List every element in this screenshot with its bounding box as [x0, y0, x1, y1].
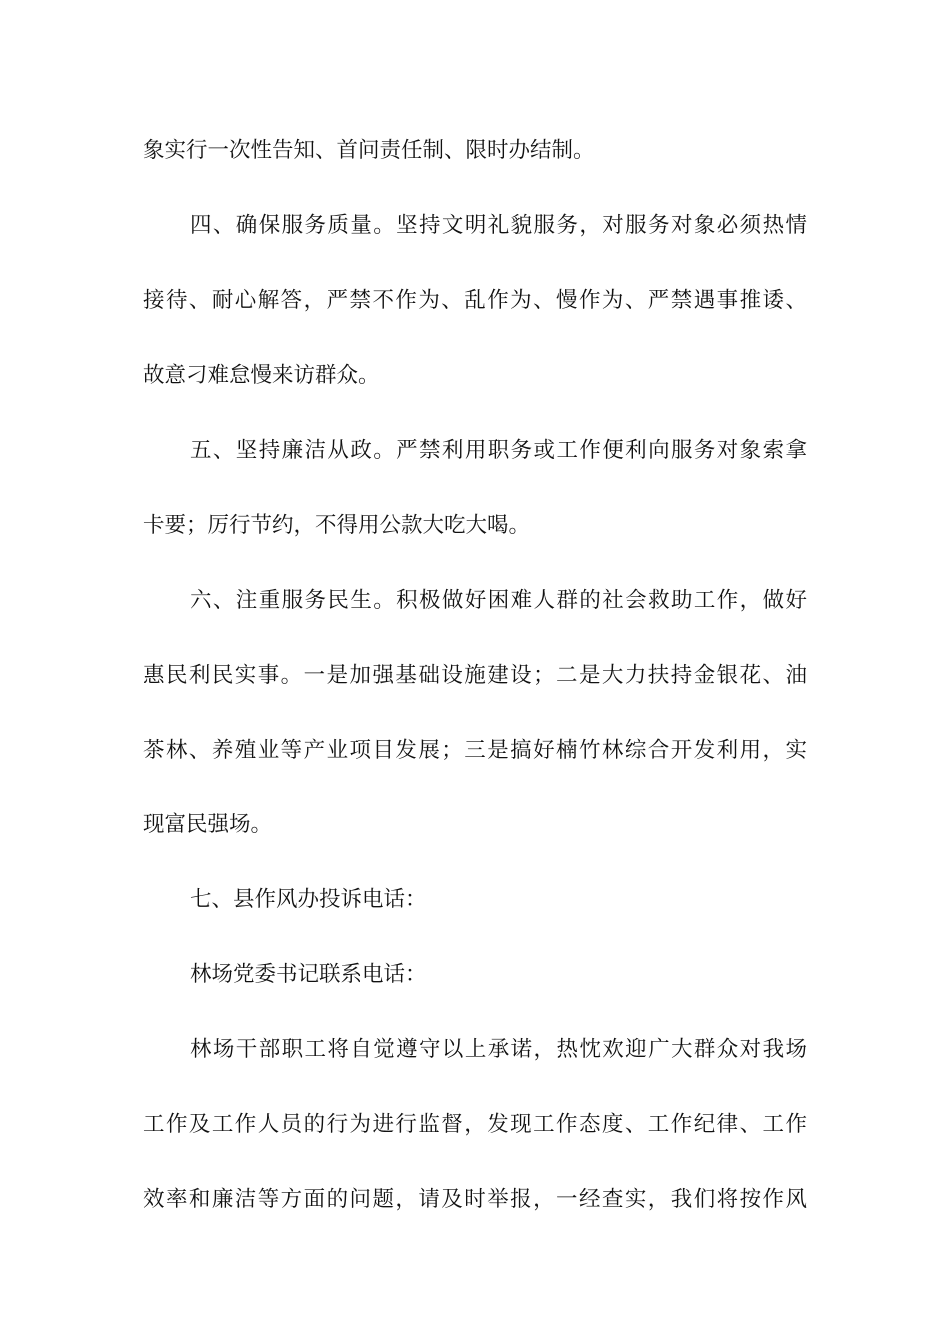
body-text-line: 故意刁难怠慢来访群众。: [143, 363, 380, 388]
complaint-phone-line: 七、县作风办投诉电话：: [190, 887, 427, 912]
body-text-line: 工作及工作人员的行为进行监督，发现工作态度、工作纪律、工作: [143, 1112, 807, 1137]
body-text-line: 现富民强场。: [143, 812, 273, 837]
body-text-line: 象实行一次性告知、首问责任制、限时办结制。: [143, 138, 595, 163]
body-text-line: 效率和廉洁等方面的问题，请及时举报，一经查实，我们将按作风: [143, 1187, 807, 1212]
body-text-line: 惠民利民实事。一是加强基础设施建设；二是大力扶持金银花、油: [143, 663, 807, 688]
body-text-line: 接待、耐心解答，严禁不作为、乱作为、慢作为、严禁遇事推诿、: [143, 288, 807, 313]
body-text-line: 茶林、养殖业等产业项目发展；三是搞好楠竹林综合开发利用，实: [143, 738, 807, 763]
paragraph-heading-line: 林场干部职工将自觉遵守以上承诺，热忱欢迎广大群众对我场: [190, 1037, 807, 1062]
paragraph-heading-line: 五、坚持廉洁从政。严禁利用职务或工作便利向服务对象索拿: [190, 438, 807, 463]
paragraph-heading-line: 六、注重服务民生。积极做好困难人群的社会救助工作，做好: [190, 588, 807, 613]
paragraph-heading-line: 四、确保服务质量。坚持文明礼貌服务，对服务对象必须热情: [190, 213, 807, 238]
contact-phone-line: 林场党委书记联系电话：: [190, 962, 427, 987]
body-text-line: 卡要；厉行节约，不得用公款大吃大喝。: [143, 513, 531, 538]
